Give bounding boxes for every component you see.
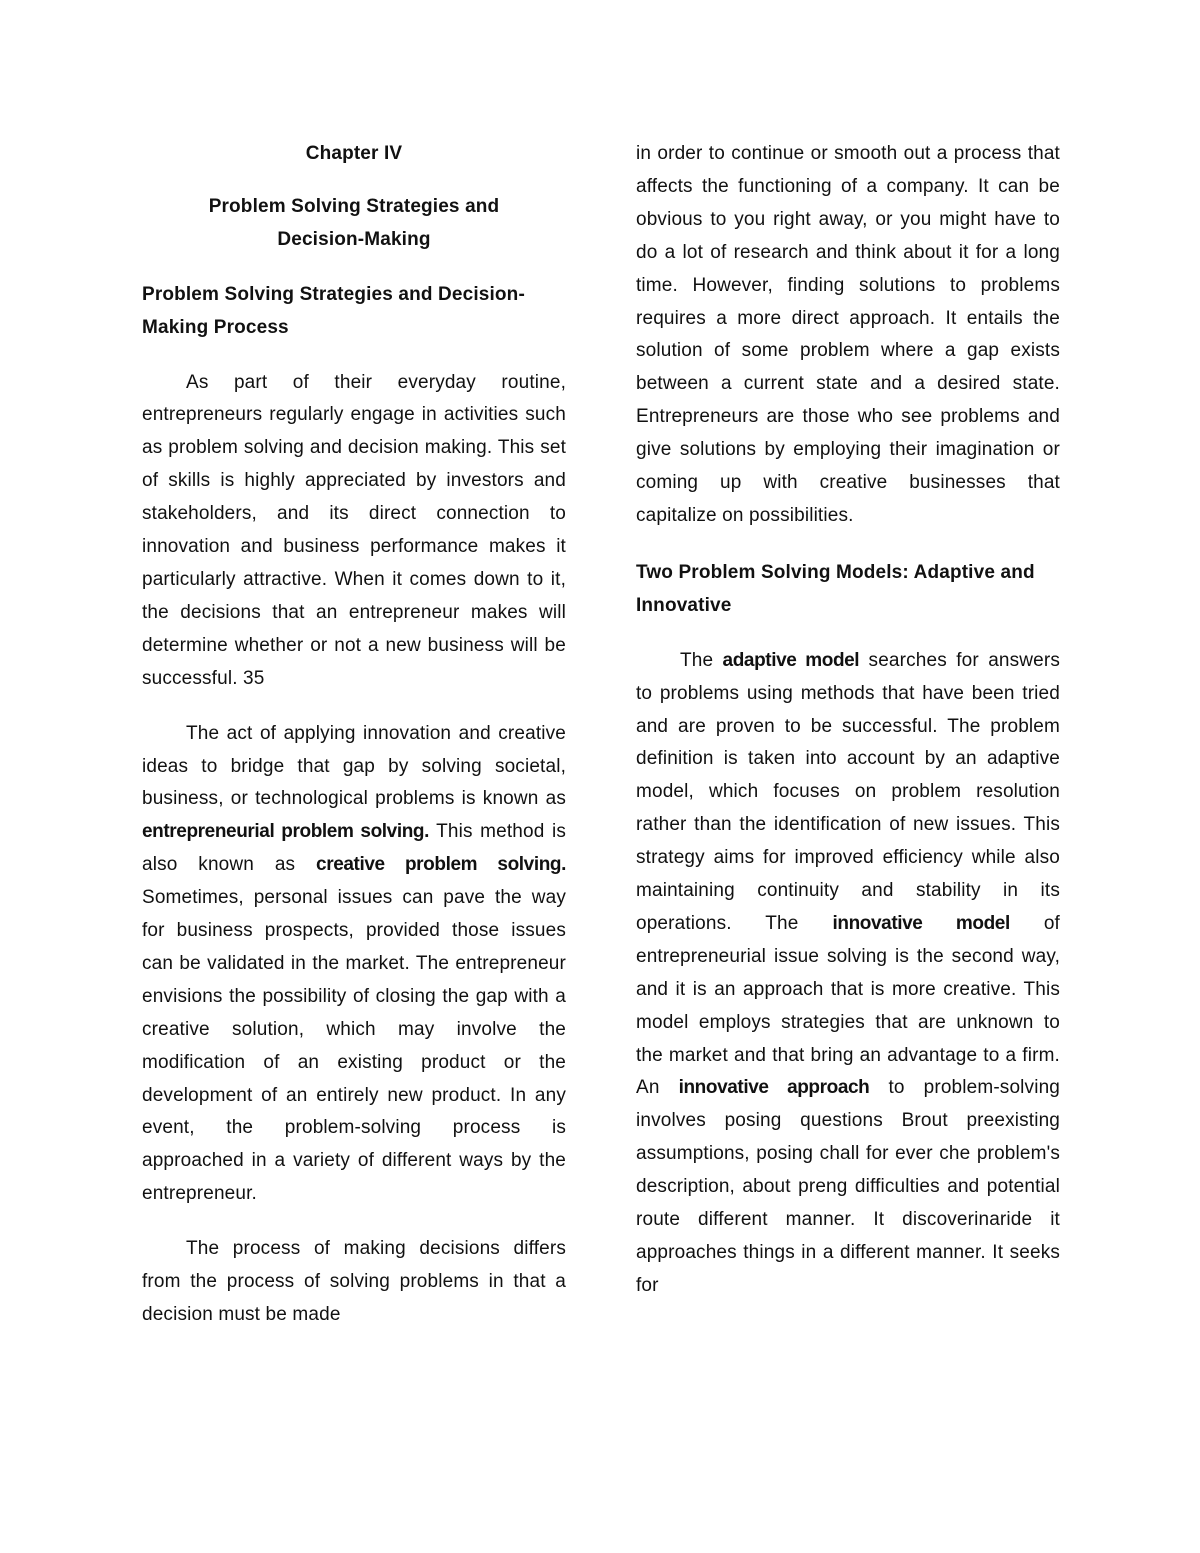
section-heading: Two Problem Solving Models: Adaptive and Innovative [636,561,1035,616]
bold-term: creative problem solving. [316,854,566,876]
body-paragraph [142,718,566,1212]
paragraph-text: The act of applying innovation and creative ideas to bridge that gap by solving societal, business, or technological problems is known as [142,722,566,810]
document-title: Problem Solving Strategies and Decision-Making [208,195,500,250]
section-heading: Problem Solving Strategies and Decision-Making Process [142,283,525,338]
paragraph-text: to problem-solving involves posing questions Brout preexisting assumptions, posing chall for ever che problem's description, about preng difficulties and potential route different manner. It discoverinaride it approaches things in a different manner. It seeks for [636,1077,1060,1296]
body-paragraph: As part of their everyday routine, entrepreneurs regularly engage in activities such as problem solving and decision making. This set of skills is highly appreciated by investors and stakeholders, and its direct connection to innovation and business performance makes it particularly attractive. When it comes down to it, the decisions that an entrepreneur makes will determine whether or not a new business will be successful. 35 [142,371,566,689]
body-paragraph: in order to continue or smooth out a process that affects the functioning of a company. It can be obvious to you right away, or you might have to do a lot of research and think about it for a long time. However, finding solutions to problems requires a more direct approach. It entails the solution of some problem where a gap exists between a current state and a desired state. Entrepreneurs are those who see problems and give solutions by employing their imagination or coming up with creative businesses that capitalize on possibilities. [636,143,1060,526]
body-paragraph [636,645,1060,1303]
body-paragraph: The process of making decisions differs from the process of solving problems in that a decision must be made [142,1238,566,1325]
left-column [142,138,566,1332]
paragraph-text: This method is also known as [142,821,566,876]
bold-term: adaptive model [722,649,860,671]
paragraph-text: of entrepreneurial issue solving is the second way, and it is an approach that is more creative. This model employs strategies that are unknown to the market and that bring an advantage to a firm. An [636,912,1060,1099]
bold-term: innovative model [832,912,1010,934]
bold-term: entrepreneurial problem solving. [142,821,429,843]
paragraph-text: The [680,649,723,671]
right-column [636,138,1060,1303]
paragraph-text: searches for answers to problems using methods that have been tried and are proven to be successful. The problem definition is taken into account by an adaptive model, which focuses on problem resolution rather than the identification of new issues. This strategy aims for improved efficiency while also maintaining continuity and stability in its operations. The [636,649,1060,934]
paragraph-text: Sometimes, personal issues can pave the way for business prospects, provided those issues can be validated in the market. The entrepreneur envisions the possibility of closing the gap with a creative solution, which may involve the modification of an existing product or the development of an entirely new product. In any event, the problem-solving process is approached in a variety of different ways by the entrepreneur. [142,887,566,1205]
bold-term: innovative approach [678,1077,870,1099]
chapter-title: Chapter IV [305,143,403,164]
